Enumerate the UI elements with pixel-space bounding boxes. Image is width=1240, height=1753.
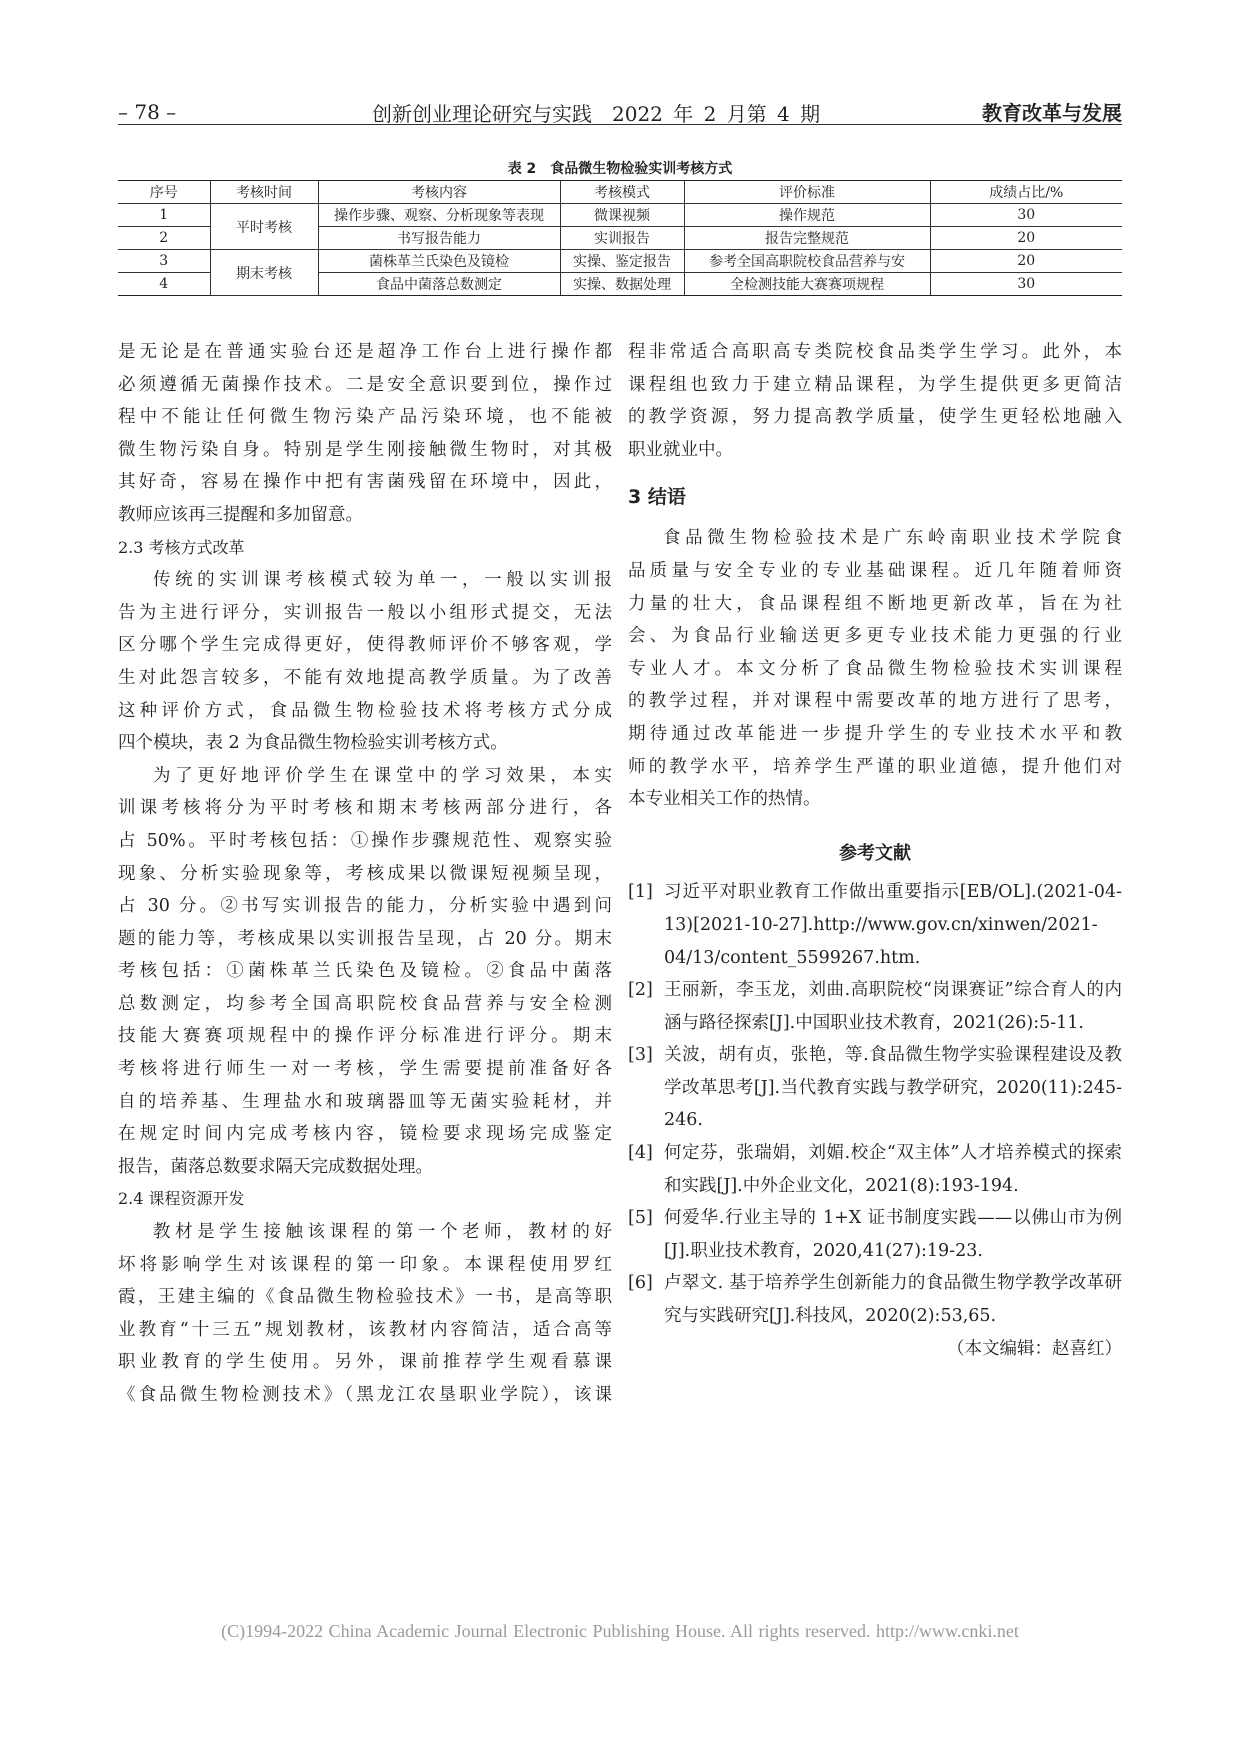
table-row xyxy=(118,250,1122,273)
text-line: 题的能力等，考核成果以实训报告呈现，占 20 分。期末 xyxy=(118,928,612,949)
header-rule xyxy=(118,124,1122,125)
text-line: 在规定时间内完成考核内容，镜检要求现场完成鉴定 xyxy=(118,1124,612,1145)
table-cell: 期末考核 xyxy=(210,250,318,296)
left-column xyxy=(118,336,612,1412)
text-line: 其好奇，容易在操作中把有害菌残留在环境中，因此， xyxy=(118,472,612,493)
text-line: 区分哪个学生完成得更好，使得教师评价不够客观，学 xyxy=(118,635,612,656)
table-cell: 实操、数据处理 xyxy=(560,273,684,296)
table-cell: 2 xyxy=(118,227,210,250)
reference-list xyxy=(628,876,1122,1332)
section-title: 教育改革与发展 xyxy=(982,101,1122,125)
reference-text: 习近平对职业教育工作做出重要指示[EB/OL].(2021-04-13)[2021-10-27].http://www.gov.cn/xinwen/2021-04/13/content_5599267.htm. xyxy=(664,882,1122,968)
table-cell: 4 xyxy=(118,273,210,296)
table-cell: 30 xyxy=(930,204,1122,227)
header-cell: 成绩占比/% xyxy=(930,181,1122,204)
text-line: 的教学过程，并对课程中需要改革的地方进行了思考， xyxy=(628,691,1122,712)
table-cell: 20 xyxy=(930,250,1122,273)
table-cell: 1 xyxy=(118,204,210,227)
reference-number: [6] xyxy=(628,1273,653,1294)
reference-item xyxy=(628,1137,1122,1202)
text-line: 考核包括：①菌株革兰氏染色及镜检。②食品中菌落 xyxy=(118,961,612,982)
reference-number: [1] xyxy=(628,882,653,903)
text-line: 力量的壮大，食品课程组不断地更新改革，旨在为社 xyxy=(628,593,1122,614)
table-cell: 菌株革兰氏染色及镜检 xyxy=(318,250,560,273)
table-cell: 参考全国高职院校食品营养与安 xyxy=(684,250,930,273)
text-line: 总数测定，均参考全国高职院校食品营养与安全检测 xyxy=(118,993,612,1014)
text-line: 为了更好地评价学生在课堂中的学习效果，本实 xyxy=(153,765,612,786)
text-line: 坏将影响学生对该课程的第一印象。本课程使用罗红 xyxy=(118,1254,612,1275)
text-line: 教师应该再三提醒和多加留意。 xyxy=(118,504,363,525)
text-line: 报告，菌落总数要求隔天完成数据处理。 xyxy=(118,1156,433,1177)
reference-text: 王丽新，李玉龙，刘曲.高职院校“岗课赛证”综合育人的内涵与路径探索[J].中国职业技术教育，2021(26):5-11. xyxy=(664,980,1122,1033)
reference-text: 卢翠文. 基于培养学生创新能力的食品微生物学教学改革研究与实践研究[J].科技风，2020(2):53,65. xyxy=(664,1273,1122,1327)
text-line: 课程组也致力于建立精品课程，为学生提供更多更简洁 xyxy=(628,374,1122,395)
text-line: 教材是学生接触该课程的第一个老师，教材的好 xyxy=(153,1222,612,1243)
reference-text: 关波，胡有贞，张艳，等.食品微生物学实验课程建设及教学改革思考[J].当代教育实践与教学研究，2020(11):245-246. xyxy=(664,1045,1122,1131)
table-cell: 报告完整规范 xyxy=(684,227,930,250)
reference-text: 何爱华.行业主导的 1+X 证书制度实践——以佛山市为例[J].职业技术教育，2020,41(27):19-23. xyxy=(664,1208,1122,1261)
subsection-heading-2-3: 2.3 考核方式改革 xyxy=(118,537,245,557)
text-line: 职业就业中。 xyxy=(628,439,733,460)
text-line: 考核将进行师生一对一考核，学生需要提前准备好各 xyxy=(118,1059,612,1080)
table-cell: 微课视频 xyxy=(560,204,684,227)
text-line: 专业人才。本文分析了食品微生物检验技术实训课程 xyxy=(628,658,1122,679)
text-line: 自的培养基、生理盐水和玻璃器皿等无菌实验耗材，并 xyxy=(118,1091,612,1112)
assessment-table xyxy=(118,180,1122,296)
text-line: 业教育“十三五”规划教材，该教材内容简洁，适合高等 xyxy=(118,1319,612,1340)
reference-number: [3] xyxy=(628,1045,653,1066)
text-line: 现象、分析实验现象等，考核成果以微课短视频呈现， xyxy=(118,863,612,884)
left-paragraph-4 xyxy=(118,1216,612,1412)
reference-item xyxy=(628,1267,1122,1332)
journal-title: 创新创业理论研究与实践 2022 年 2 月第 4 期 xyxy=(372,102,821,126)
right-paragraph-1 xyxy=(628,336,1122,466)
reference-number: [5] xyxy=(628,1208,653,1229)
table-caption: 表 2 食品微生物检验实训考核方式 xyxy=(507,161,733,177)
text-line: 必须遵循无菌操作技术。二是安全意识要到位，操作过 xyxy=(118,374,612,395)
table-cell: 实训报告 xyxy=(560,227,684,250)
subsection-heading-2-4: 2.4 课程资源开发 xyxy=(118,1189,245,1209)
reference-text: 何定芬，张瑞娟，刘媚.校企“双主体”人才培养模式的探索和实践[J].中外企业文化，2021(8):193-194. xyxy=(664,1143,1122,1196)
text-line: 程中不能让任何微生物污染产品污染环境，也不能被 xyxy=(118,407,612,428)
text-line: 技能大赛赛项规程中的操作评分标准进行评分。期末 xyxy=(118,1026,612,1047)
table-cell: 3 xyxy=(118,250,210,273)
references-heading: 参考文献 xyxy=(839,842,911,864)
text-line: 食品微生物检验技术是广东岭南职业技术学院食 xyxy=(663,528,1122,549)
table-header-row xyxy=(118,181,1122,204)
text-line: 本专业相关工作的热情。 xyxy=(628,789,821,810)
text-line: 期待通过改革能进一步提升学生的专业技术水平和教 xyxy=(628,723,1122,744)
text-line: 《食品微生物检测技术》（黑龙江农垦职业学院），该课 xyxy=(118,1385,612,1405)
reference-item xyxy=(628,1039,1122,1137)
reference-number: [4] xyxy=(628,1143,653,1164)
header-cell: 序号 xyxy=(118,181,210,204)
table-cell: 30 xyxy=(930,273,1122,296)
reference-item xyxy=(628,1202,1122,1267)
table-cell: 操作步骤、观察、分析现象等表现 xyxy=(318,204,560,227)
text-line: 是无论是在普通实验台还是超净工作台上进行操作都 xyxy=(118,342,612,362)
header-cell: 评价标准 xyxy=(684,181,930,204)
text-line: 的教学资源，努力提高教学质量，使学生更轻松地融入 xyxy=(628,407,1122,428)
header-cell: 考核时间 xyxy=(210,181,318,204)
text-line: 四个模块，表 2 为食品微生物检验实训考核方式。 xyxy=(118,733,508,754)
text-line: 品质量与安全专业的专业基础课程。近几年随着师资 xyxy=(628,560,1122,581)
text-line: 训课考核将分为平时考核和期末考核两部分进行，各 xyxy=(118,798,612,819)
table-cell: 全检测技能大赛赛项规程 xyxy=(684,273,930,296)
left-paragraph-1 xyxy=(118,336,612,532)
reference-number: [2] xyxy=(628,980,653,1001)
reference-item xyxy=(628,974,1122,1039)
right-paragraph-2 xyxy=(628,522,1122,815)
table-cell: 操作规范 xyxy=(684,204,930,227)
header-cell: 考核内容 xyxy=(318,181,560,204)
header-cell: 考核模式 xyxy=(560,181,684,204)
text-line: 微生物污染自身。特别是学生刚接触微生物时，对其极 xyxy=(118,439,612,460)
table-cell: 书写报告能力 xyxy=(318,227,560,250)
text-line: 占 30 分。②书写实训报告的能力，分析实验中遇到问 xyxy=(118,896,612,917)
right-column xyxy=(628,336,1122,1365)
text-line: 占 50%。平时考核包括：①操作步骤规范性、观察实验 xyxy=(118,830,612,851)
text-line: 告为主进行评分，实训报告一般以小组形式提交，无法 xyxy=(118,602,612,623)
section-heading-conclusion: 3 结语 xyxy=(628,486,686,509)
text-line: 会、为食品行业输送更多更专业技术能力更强的行业 xyxy=(628,626,1122,647)
text-line: 霞，王建主编的《食品微生物检验技术》一书，是高等职 xyxy=(118,1287,612,1308)
reference-item xyxy=(628,876,1122,974)
text-line: 生对此怨言较多，不能有效地提高教学质量。为了改善 xyxy=(118,667,612,688)
text-line: 师的教学水平，培养学生严谨的职业道德，提升他们对 xyxy=(628,756,1122,777)
copyright-footer: (C)1994-2022 China Academic Journal Electronic Publishing House. All rights reserved. http://www.cnki.net xyxy=(221,1621,1019,1641)
text-line: 程非常适合高职高专类院校食品类学生学习。此外，本 xyxy=(628,342,1122,362)
editor-note: （本文编辑：赵喜红） xyxy=(947,1338,1122,1359)
table-row xyxy=(118,204,1122,227)
text-line: 传统的实训课考核模式较为单一，一般以实训报 xyxy=(153,570,612,591)
text-line: 职业教育的学生使用。另外，课前推荐学生观看慕课 xyxy=(118,1352,612,1373)
left-paragraph-3 xyxy=(118,760,612,1184)
left-paragraph-2 xyxy=(118,564,612,760)
table-cell: 食品中菌落总数测定 xyxy=(318,273,560,296)
table-cell: 实操、鉴定报告 xyxy=(560,250,684,273)
table-cell: 20 xyxy=(930,227,1122,250)
text-line: 这种评价方式，食品微生物检验技术将考核方式分成 xyxy=(118,700,612,721)
table-cell: 平时考核 xyxy=(210,204,318,250)
page-number: – 78 – xyxy=(118,100,177,124)
